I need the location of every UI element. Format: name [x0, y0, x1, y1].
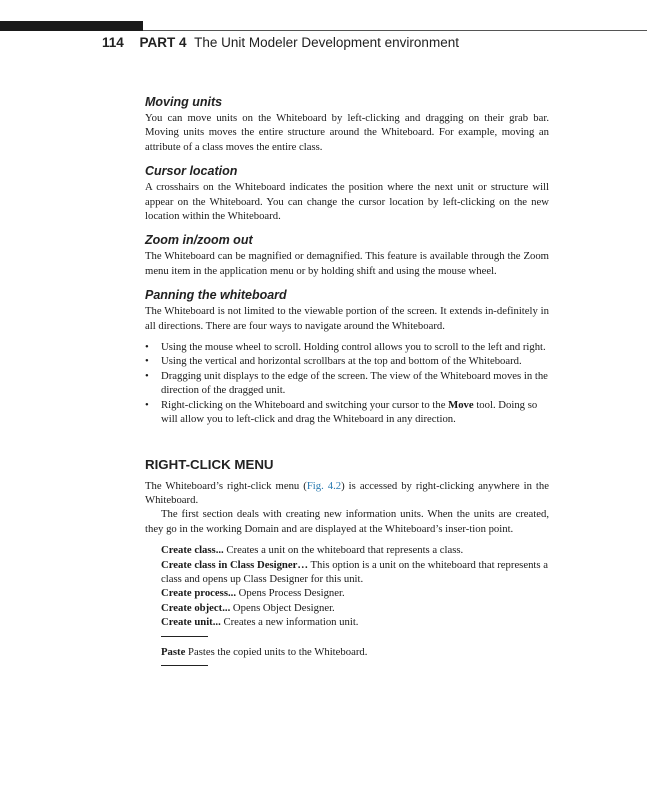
figure-reference-link[interactable]: Fig. 4.2 — [306, 479, 342, 492]
header-rule — [143, 30, 647, 31]
move-tool-label: Move — [448, 398, 474, 411]
list-item: • Using the mouse wheel to scroll. Holding control allows you to scroll to the left and right. — [145, 341, 546, 354]
paragraph-panning: The Whiteboard is not limited to the viewable portion of the screen. It extends in-definitely in all directions. There are four ways to navigate around the Whiteboard. — [145, 305, 549, 332]
list-item: • Dragging unit displays to the edge of the screen. The view of the Whiteboard moves in the direction of the dragged unit. — [145, 369, 548, 397]
menu-description-list — [161, 543, 549, 666]
menu-separator — [161, 636, 208, 637]
panning-bullet-list — [145, 340, 549, 426]
menu-item-create-class: Create class... Creates a unit on the whiteboard that represents a class. — [161, 544, 464, 557]
list-item: • Right-clicking on the Whiteboard and switching your cursor to the Move tool. Doing so will allow you to left-click and drag the Whiteboard in any direction. — [145, 398, 538, 426]
section-zoom — [145, 233, 549, 278]
menu-item-create-object: Create object... Opens Object Designer. — [161, 601, 335, 614]
bullet-icon: • — [145, 398, 149, 411]
paragraph-cursor-location: A crosshairs on the Whiteboard indicates the position where the next unit or structure will appear on the Whiteboard. You can change the cursor location by left-clicking on the new location within the Whiteboard. — [145, 181, 549, 223]
subhead-cursor-location: Cursor location — [145, 164, 238, 179]
paragraph-right-click-intro: The Whiteboard’s right-click menu (Fig. 4.2) is accessed by right-clicking anywhere in the Whiteboard. — [145, 479, 549, 506]
bullet-icon: • — [145, 355, 149, 368]
section-cursor-location — [145, 164, 549, 223]
paragraph-zoom: The Whiteboard can be magnified or demagnified. This feature is available through the Zoom menu item in the application menu or by holding shift and using the mouse wheel. — [145, 250, 549, 277]
menu-item-paste: Paste Pastes the copied units to the Whiteboard. — [161, 645, 368, 658]
menu-item-create-unit: Create unit... Creates a new information unit. — [161, 616, 359, 629]
subhead-zoom: Zoom in/zoom out — [145, 233, 253, 248]
section-title-right-click-menu: RIGHT-CLICK MENU — [145, 456, 274, 472]
menu-item-create-class-in-designer: Create class in Class Designer… This option is a unit on the whiteboard that represents a class and opens up Class Designer for this unit. — [161, 558, 548, 585]
subhead-panning: Panning the whiteboard — [145, 288, 287, 303]
section-panning — [145, 288, 549, 426]
part-label: PART 4 — [139, 35, 187, 50]
menu-separator — [161, 665, 208, 666]
list-item: • Using the vertical and horizontal scrollbars at the top and bottom of the Whiteboard. — [145, 355, 522, 368]
running-head — [102, 35, 459, 50]
menu-item-create-process: Create process... Opens Process Designer. — [161, 587, 345, 600]
paragraph-right-click-detail: The first section deals with creating new information units. When the units are created, they go in the working Domain and are displayed at the Whiteboard’s inser-tion point. — [145, 508, 549, 535]
part-title: The Unit Modeler Development environment — [194, 35, 459, 50]
section-moving-units — [145, 95, 549, 154]
header-bar — [0, 21, 143, 31]
page-number: 114 — [102, 35, 124, 50]
paragraph-moving-units: You can move units on the Whiteboard by left-clicking and dragging on their grab bar. Moving units moves the entire structure around the Whiteboard. For example, moving an attribute of a class moves the entire class. — [145, 112, 549, 153]
bullet-icon: • — [145, 341, 149, 354]
page-content — [145, 95, 549, 674]
subhead-moving-units: Moving units — [145, 95, 223, 109]
bullet-icon: • — [145, 369, 149, 382]
